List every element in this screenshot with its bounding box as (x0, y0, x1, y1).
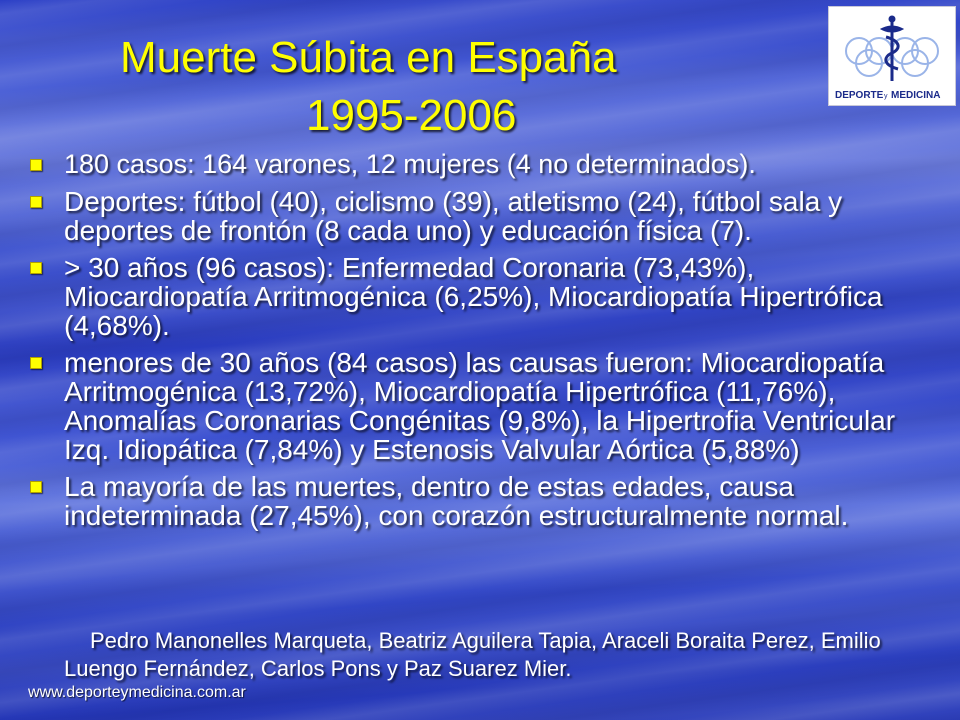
square-bullet-icon (30, 481, 42, 493)
bullet-text: 180 casos: 164 varones, 12 mujeres (4 no determinados). (64, 149, 756, 179)
bullet-item (30, 187, 935, 245)
deporte-y-medicina-logo (828, 6, 956, 106)
authors-credit: Pedro Manonelles Marqueta, Beatriz Aguilera Tapia, Araceli Boraita Perez, Emilio Luengo Fernández, Carlos Pons y Paz Suarez Mier. (64, 628, 881, 681)
square-bullet-icon (30, 357, 42, 369)
square-bullet-icon (30, 159, 42, 171)
caduceus-olympic-rings-icon (829, 7, 955, 105)
logo-text-medicina: MEDICINA (891, 90, 941, 101)
bullet-item (30, 348, 935, 464)
logo-text-y: y (884, 93, 888, 100)
footer-url[interactable]: www.deporteymedicina.com.ar (28, 684, 246, 701)
bullet-text: menores de 30 años (84 casos) las causas fueron: Miocardiopatía Arritmogénica (13,72%), Miocardiopatía Hipertrófica (11,76%), Anomalías Coronarias Congénitas (9,8%), la Hipertrofia Ventricular Izq. Idiopática (7,84%) y Estenosis Valvular Aórtica (5,88%) (64, 347, 896, 465)
bullet-text: La mayoría de las muertes, dentro de estas edades, causa indeterminada (27,45%), con corazón estructuralmente normal. (64, 471, 849, 531)
title-line-1: Muerte Súbita en España (120, 33, 617, 82)
bullet-text: Deportes: fútbol (40), ciclismo (39), atletismo (24), fútbol sala y deportes de frontón (8 cada uno) y educación física (7). (64, 186, 843, 246)
title-line-2: 1995-2006 (306, 91, 517, 140)
square-bullet-icon (30, 196, 42, 208)
bullet-item (30, 472, 935, 530)
square-bullet-icon (30, 262, 42, 274)
bullet-text: > 30 años (96 casos): Enfermedad Coronaria (73,43%), Miocardiopatía Arritmogénica (6,25%), Miocardiopatía Hipertrófica (4,68%). (64, 252, 883, 341)
bullet-item (30, 253, 935, 340)
logo-text-deporte: DEPORTE (835, 90, 884, 101)
bullet-item (30, 150, 935, 179)
bullet-list (30, 150, 935, 538)
